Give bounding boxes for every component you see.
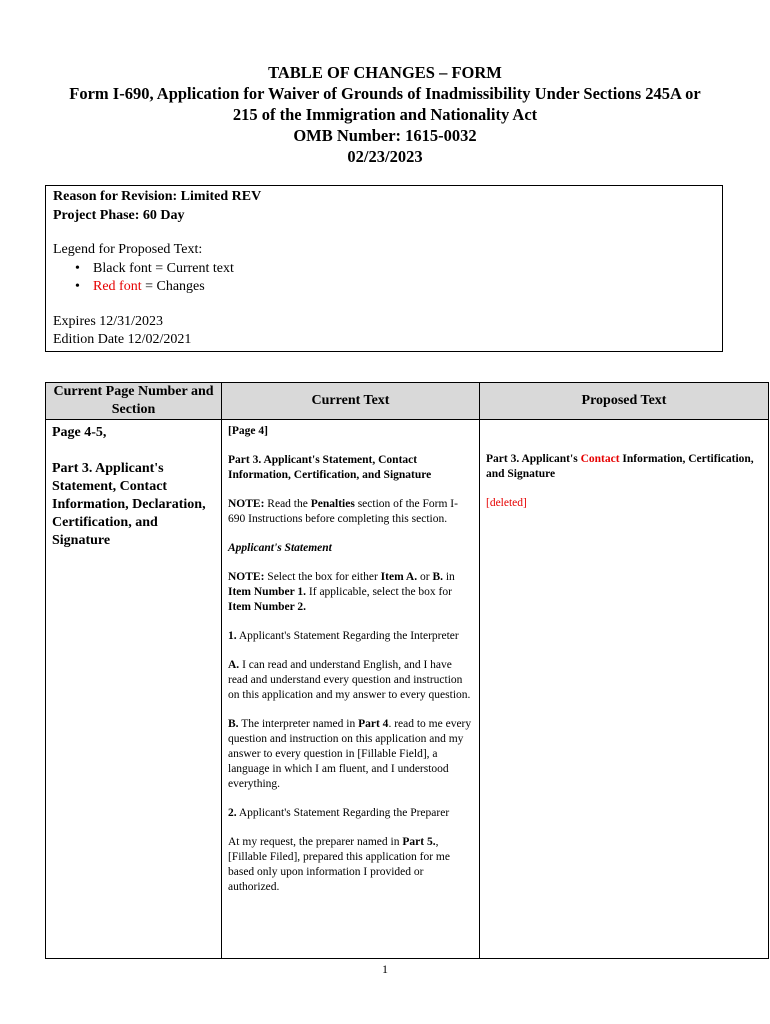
changes-table [45,382,769,959]
table-row [46,420,769,959]
proposed-part-heading: Part 3. Applicant's Contact Information, Certification, and Signature [486,453,754,480]
proposed-deleted: [deleted] [486,497,527,509]
legend-red: • Red font = Changes [93,278,715,297]
item-b-interpreter: B. The interpreter named in Part 4. read to me every question and instruction on this application and my answer to every question in [Fillable Field], a language in which I am fluent, and I understood everything. [228,718,472,790]
header-current-text: Current Text [222,383,480,420]
expires-date: Expires 12/31/2023 [53,313,164,329]
proposed-text-cell [480,420,769,959]
preparer-statement: At my request, the preparer named in Part 5., [Fillable Filed], prepared this application for me based only upon information I provided or authorized. [228,836,450,893]
project-phase: Project Phase: 60 Day [53,207,185,223]
section-cell [46,420,222,959]
current-part-heading: Part 3. Applicant's Statement, Contact Information, Certification, and Signature [228,454,432,481]
section-part: Part 3. Applicant's Statement, Contact Information, Declaration, Certification, and Signature [52,461,206,548]
page-number: 1 [382,962,388,976]
section-page: Page 4-5, [52,425,107,440]
omb-number: OMB Number: 1615-0032 [293,126,477,145]
note-select-box: NOTE: Select the box for either Item A. or B. in Item Number 1. If applicable, select the box for Item Number 2. [228,571,455,613]
legend-black: • Black font = Current text [93,260,715,279]
legend-title: Legend for Proposed Text: [53,242,203,257]
item-1-interpreter: 1. Applicant's Statement Regarding the Interpreter [228,630,459,642]
document-title [30,62,740,167]
legend-list [53,260,715,297]
current-text-cell [222,420,480,959]
document-date: 02/23/2023 [347,147,423,166]
title-line-2: Form I-690, Application for Waiver of Grounds of Inadmissibility Under Sections 245A or [69,84,701,103]
item-2-preparer: 2. Applicant's Statement Regarding the Preparer [228,807,450,819]
revision-info-box [45,185,723,352]
legend-red-label: Red font [93,279,142,294]
reason-for-revision: Reason for Revision: Limited REV [53,189,262,204]
applicant-statement-heading: Applicant's Statement [228,542,332,554]
title-line-1: TABLE OF CHANGES – FORM [268,63,502,82]
edition-date: Edition Date 12/02/2021 [53,332,192,347]
table-header-row [46,383,769,420]
item-a-english: A. I can read and understand English, and I have read and understand every question and instruction on this application and my answer to every question. [228,659,471,701]
title-line-3: 215 of the Immigration and Nationality Act [232,105,538,124]
page-tag: [Page 4] [228,425,268,437]
header-proposed-text: Proposed Text [480,383,769,420]
header-page-section: Current Page Number and Section [46,383,222,420]
note-penalties: NOTE: Read the Penalties section of the Form I-690 Instructions before completing this section. [228,498,458,525]
